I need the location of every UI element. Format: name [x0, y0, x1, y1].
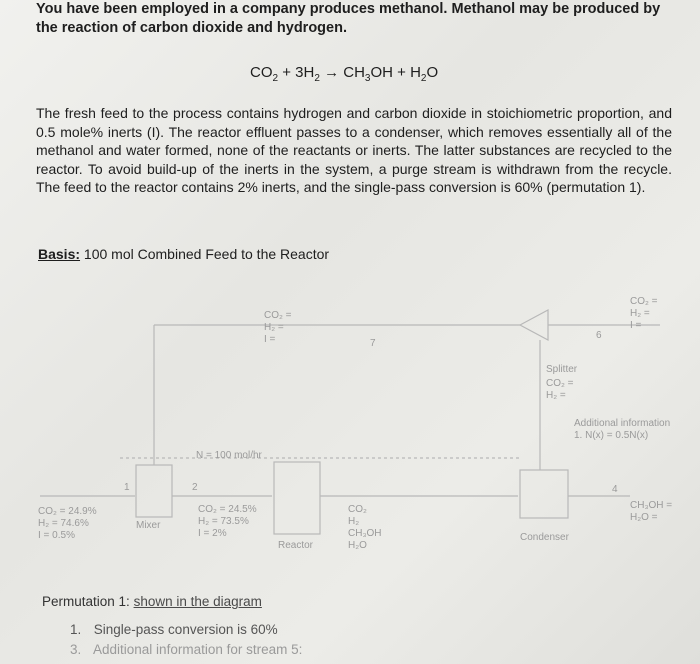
eq-ch: CH: [343, 64, 365, 81]
purge-co2: CO₂ =: [630, 296, 658, 307]
reactor-box: [274, 462, 320, 534]
basis-text: 100 mol Combined Feed to the Reactor: [80, 246, 330, 262]
reactor-label: Reactor: [278, 540, 314, 551]
recycle-h2: H₂ =: [264, 322, 284, 333]
reactor-out-h2o: H₂O: [348, 540, 367, 551]
condenser-box: [520, 470, 568, 518]
mixer-box: [136, 465, 172, 517]
list-item: [70, 620, 302, 640]
additional-info-title: Additional information: [574, 418, 671, 429]
eq-oh: OH + H: [370, 64, 421, 81]
stream-1: 1: [124, 482, 130, 493]
list-item: [70, 640, 302, 660]
recycle-co2: CO₂ =: [264, 310, 292, 321]
eq-sub: 3: [364, 73, 371, 84]
condenser-label: Condenser: [520, 532, 569, 543]
additional-info-eq: 1. N(x) = 0.5N(x): [574, 430, 649, 441]
eq-o: O: [426, 64, 439, 81]
permutation-list: [70, 620, 302, 660]
splitter-shape: [520, 310, 548, 340]
intro-text: You have been employed in a company produces methanol. Methanol may be produced by the reaction of carbon dioxide and hydrogen.: [36, 1, 661, 36]
combined-feed-h2: H₂ = 73.5%: [198, 516, 249, 527]
basis-line: [38, 246, 329, 262]
eq-h: + 3H: [278, 64, 315, 81]
permutation-heading: [42, 594, 262, 609]
purge-inerts: I =: [630, 320, 642, 331]
combined-feed-co2: CO₂ = 24.5%: [198, 504, 257, 515]
permutation-label: Permutation 1:: [42, 594, 130, 609]
reactor-out-h2: H₂: [348, 516, 360, 527]
purge-h2: H₂ =: [630, 308, 650, 319]
product-ch3oh: CH₃OH =: [630, 500, 673, 511]
list-item-number: 1.: [70, 622, 82, 637]
stream-7: 7: [370, 338, 376, 349]
fresh-feed-co2: CO₂ = 24.9%: [38, 506, 97, 517]
eq-sub: 2: [420, 73, 427, 84]
eq-sub: 2: [272, 73, 279, 84]
problem-paragraph: The fresh feed to the process contains hydrogen and carbon dioxide in stoichiometric proportion, and 0.5 mole% inerts (I). The reactor effluent passes to a condenser, which removes essentially all of the methanol and water formed, none of the reactants or inerts. The latter substances are recycled to the reactor. To avoid build-up of the inerts in the system, a purge stream is withdrawn from the recycle. The feed to the reactor contains 2% inerts, and the single-pass conversion is 60% (permutation 1).: [36, 105, 672, 196]
n-label: N = 100 mol/hr: [196, 450, 262, 461]
stream-2: 2: [192, 482, 198, 493]
product-h2o: H₂O =: [630, 512, 658, 523]
eq-arrow: →: [319, 64, 344, 81]
fresh-feed-h2: H₂ = 74.6%: [38, 518, 89, 529]
eq-sub: 2: [314, 73, 320, 84]
stream-6: 6: [596, 330, 602, 341]
splitter-label: Splitter: [546, 364, 578, 375]
combined-feed-inerts: I = 2%: [198, 528, 227, 539]
list-item-text: Single-pass conversion is 60%: [93, 622, 278, 637]
permutation-link[interactable]: shown in the diagram: [133, 594, 262, 609]
list-item-text: Additional information for stream 5:: [93, 642, 303, 657]
splitter-co2: CO₂ =: [546, 378, 574, 389]
process-flow-diagram: [0, 280, 700, 580]
mixer-label: Mixer: [136, 520, 161, 531]
reaction-equation: [250, 64, 438, 84]
stream-4: 4: [612, 484, 618, 495]
splitter-h2: H₂ =: [546, 390, 566, 401]
reactor-out-ch3oh: CH₃OH: [348, 528, 382, 539]
eq-co: CO: [250, 64, 273, 81]
recycle-inerts: I =: [264, 334, 276, 345]
basis-label: Basis:: [38, 246, 81, 262]
reactor-out-co2: CO₂: [348, 504, 367, 515]
fresh-feed-inerts: I = 0.5%: [38, 530, 75, 541]
list-item-number: 3.: [70, 642, 82, 657]
